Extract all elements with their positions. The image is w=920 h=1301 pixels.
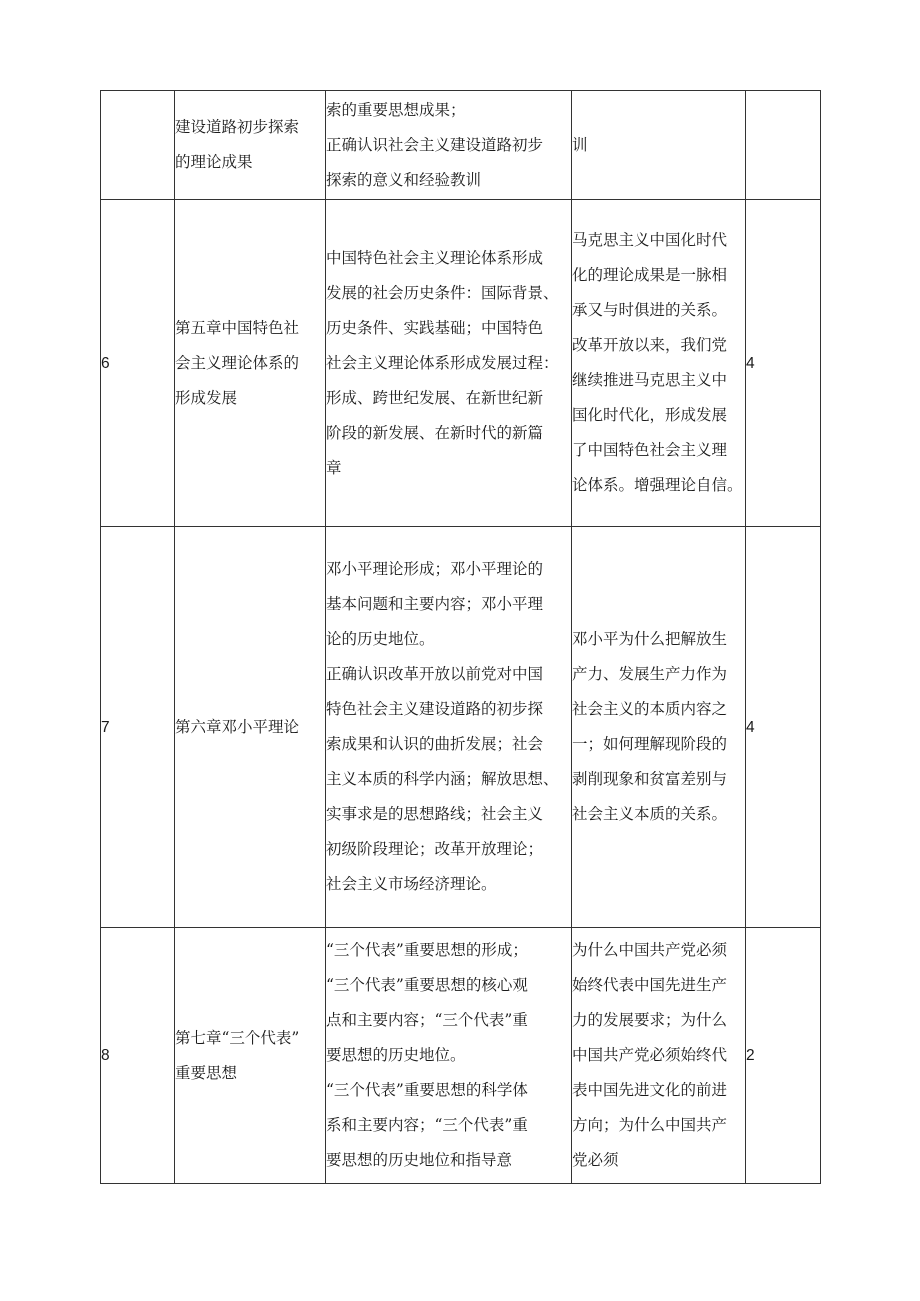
teaching-content: 邓小平理论形成；邓小平理论的 基本问题和主要内容；邓小平理 论的历史地位。 正确认识改革开放以前党对中国 特色社会主义建设道路的初步探 索成果和认识的曲折发展；社会 主义本质的科学内涵；解放思想、 实事求是的思想路线；社会主义 初级阶段理论；改革开放理论； 社会主义市场经济理论。 bbox=[326, 560, 559, 893]
content-cell bbox=[326, 200, 572, 527]
content-cell bbox=[326, 91, 572, 200]
question-cell bbox=[572, 200, 746, 527]
hours-cell: 2 bbox=[746, 928, 821, 1184]
teaching-content: 索的重要思想成果； 正确认识社会主义建设道路初步 探索的意义和经验教训 bbox=[326, 100, 544, 189]
hours-cell: 4 bbox=[746, 200, 821, 527]
chapter-title: 第七章“三个代表” 重要思想 bbox=[175, 1028, 300, 1082]
table-row bbox=[101, 200, 821, 527]
question-cell bbox=[572, 91, 746, 200]
row-number: 7 bbox=[101, 527, 175, 928]
question-cell bbox=[572, 527, 746, 928]
content-cell bbox=[326, 928, 572, 1184]
table-row bbox=[101, 928, 821, 1184]
row-number bbox=[101, 91, 175, 200]
question-cell bbox=[572, 928, 746, 1184]
chapter-title: 第五章中国特色社 会主义理论体系的 形成发展 bbox=[175, 318, 300, 407]
content-cell bbox=[326, 527, 572, 928]
chapter-cell bbox=[175, 527, 326, 928]
discussion-question: 邓小平为什么把解放生 产力、发展生产力作为 社会主义的本质内容之 一；如何理解现阶段的 剥削现象和贫富差别与 社会主义本质的关系。 bbox=[572, 630, 728, 823]
table-row bbox=[101, 91, 821, 200]
chapter-cell bbox=[175, 200, 326, 527]
chapter-cell bbox=[175, 91, 326, 200]
row-number: 6 bbox=[101, 200, 175, 527]
hours-cell bbox=[746, 91, 821, 200]
discussion-question: 马克思主义中国化时代 化的理论成果是一脉相 承又与时俱进的关系。 改革开放以来，我们党 继续推进马克思主义中 国化时代化，形成发展 了中国特色社会主义理 论体系。增强理论自信。 bbox=[572, 231, 743, 494]
teaching-content: 中国特色社会主义理论体系形成 发展的社会历史条件：国际背景、 历史条件、实践基础；中国特色 社会主义理论体系形成发展过程： 形成、跨世纪发展、在新世纪新 阶段的新发展、在新时代的新篇 章 bbox=[326, 248, 559, 477]
hours-cell: 4 bbox=[746, 527, 821, 928]
teaching-content: “三个代表”重要思想的形成； “三个代表”重要思想的核心观 点和主要内容；“三个代表”重 要思想的历史地位。 “三个代表”重要思想的科学体 系和主要内容；“三个代表”重 要思想的历史地位和指导意 bbox=[326, 941, 528, 1169]
chapter-title: 第六章邓小平理论 bbox=[175, 717, 300, 736]
chapter-cell bbox=[175, 928, 326, 1184]
discussion-question: 为什么中国共产党必须 始终代表中国先进生产 力的发展要求；为什么 中国共产党必须始终代 表中国先进文化的前进 方向；为什么中国共产 党必须 bbox=[572, 941, 728, 1169]
discussion-question: 训 bbox=[572, 135, 588, 154]
row-number: 8 bbox=[101, 928, 175, 1184]
table-row bbox=[101, 527, 821, 928]
course-schedule-table bbox=[100, 90, 821, 1184]
chapter-title: 建设道路初步探索 的理论成果 bbox=[175, 118, 300, 171]
